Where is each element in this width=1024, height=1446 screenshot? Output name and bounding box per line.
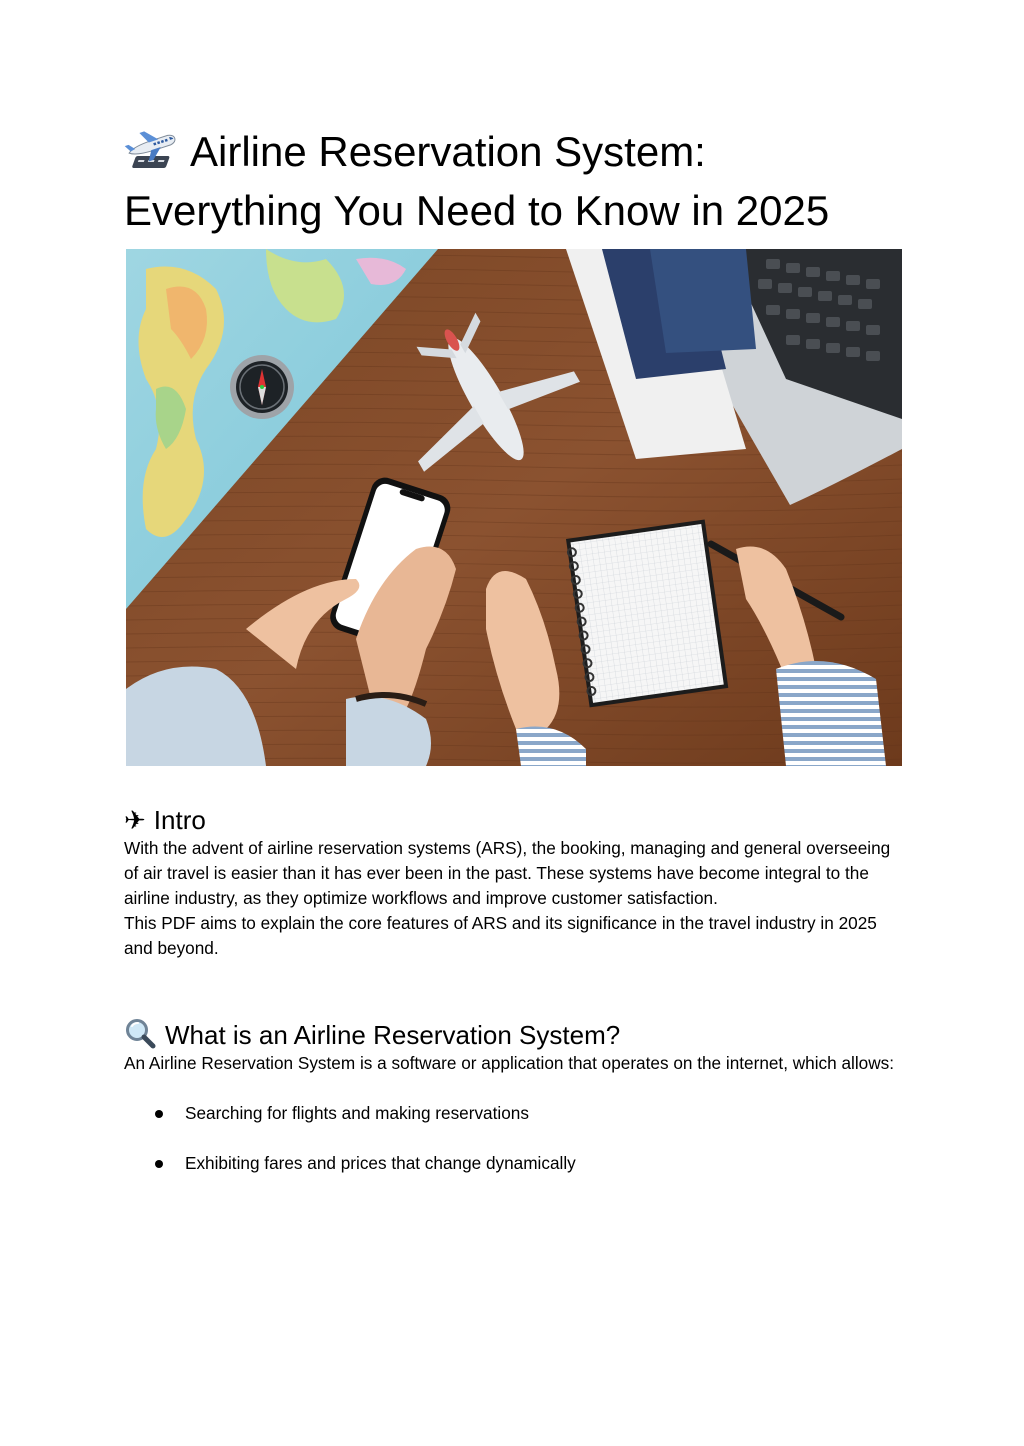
intro-paragraph: With the advent of airline reservation systems (ARS), the booking, managing and general overseeing of air travel is easier than it has ever been in the past. These systems have become integral to the airline industry, as they optimize workflows and improve customer satisfaction. xyxy=(124,838,891,908)
bullet-icon xyxy=(155,1110,163,1118)
document-title xyxy=(124,122,904,240)
magnifying-glass-icon xyxy=(124,1017,156,1049)
what-is-paragraph: An Airline Reservation System is a software or application that operates on the internet, which allows: xyxy=(124,1053,895,1073)
bullet-icon xyxy=(155,1160,163,1168)
what-is-heading xyxy=(124,1017,904,1051)
intro-paragraph: This PDF aims to explain the core features of ARS and its significance in the travel industry in 2025 and beyond. xyxy=(124,913,877,958)
airplane-icon: ✈ xyxy=(124,805,146,835)
feature-list xyxy=(124,1101,904,1176)
list-item-text: Searching for flights and making reservations xyxy=(185,1103,529,1123)
intro-heading-text: Intro xyxy=(153,805,206,835)
intro-heading xyxy=(124,804,904,836)
hero-image xyxy=(126,249,902,766)
list-item xyxy=(124,1151,904,1176)
document-page xyxy=(124,122,904,1201)
airplane-departure-icon xyxy=(124,126,178,172)
list-item xyxy=(124,1101,904,1126)
document-title-text: Airline Reservation System: Everything You Need to Know in 2025 xyxy=(124,128,830,234)
list-item-text: Exhibiting fares and prices that change dynamically xyxy=(185,1153,576,1173)
what-is-heading-text: What is an Airline Reservation System? xyxy=(165,1020,621,1050)
